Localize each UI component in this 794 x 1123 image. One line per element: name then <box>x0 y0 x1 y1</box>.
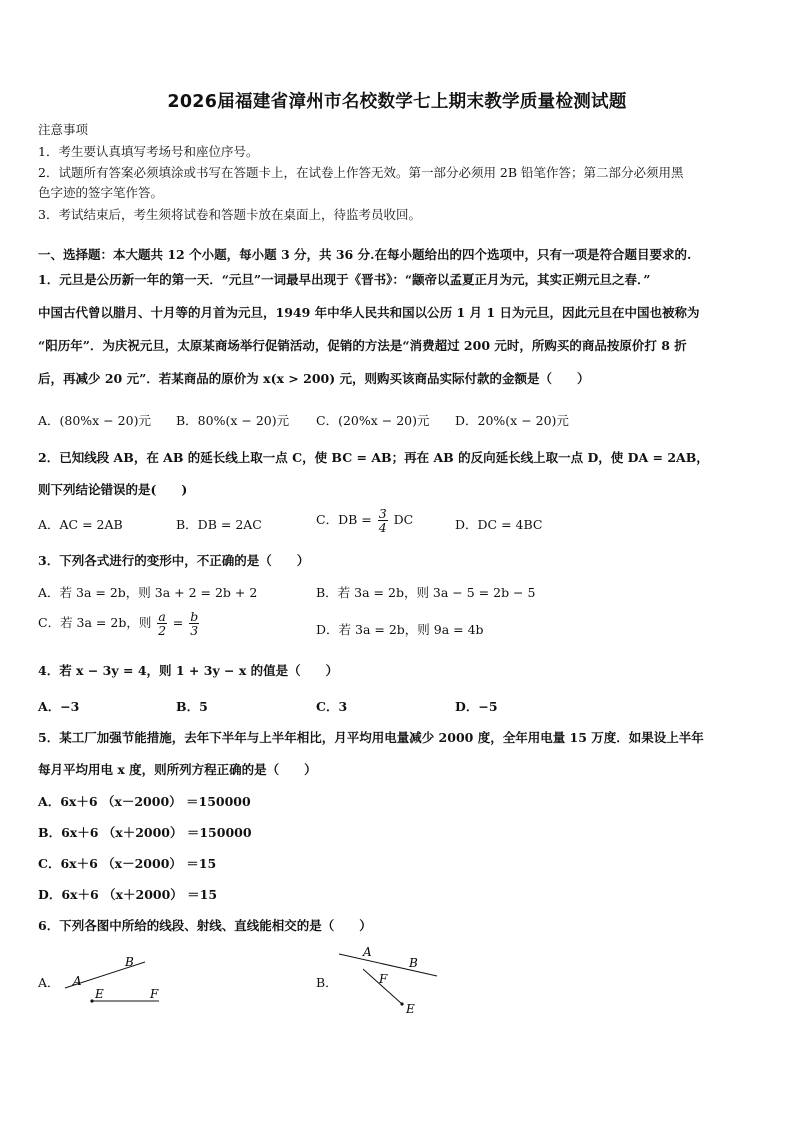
q6-a-label-b: B <box>125 955 134 969</box>
q1-line-1: 1．元旦是公历新一年的第一天．“元旦”一词最早出现于《晋书》：“颛帝以孟夏正月为元，其实正朔元旦之春．” <box>38 272 651 287</box>
q1-line-2: 中国古代曾以腊月、十月等的月首为元旦，1949 年中华人民共和国以公历 1 月 1 日为元旦，因此元旦在中国也被称为 <box>38 305 700 320</box>
q3-c-num-2: b <box>190 609 199 624</box>
q2-c-denominator: 4 <box>378 520 387 535</box>
q5-option-d[interactable]: D．6x＋6 （x＋2000） ＝15 <box>38 887 218 902</box>
q1-option-a[interactable]: A．(80%x − 20)元 <box>38 413 151 428</box>
q5-line-1: 5．某工厂加强节能措施，去年下半年与上半年相比，月平均用电量减少 2000 度，全年用电量 15 万度．如果设上半年 <box>38 730 704 745</box>
q2-option-d[interactable]: D．DC = 4BC <box>455 517 543 532</box>
q6-b-label-e: E <box>406 1002 415 1016</box>
q2-option-c-fraction <box>378 507 388 534</box>
q2-line-1: 2．已知线段 AB，在 AB 的延长线上取一点 C，使 BC = AB；再在 AB 的反向延长线上取一点 D，使 DA = 2AB， <box>38 450 709 465</box>
q2-option-a[interactable]: A．AC = 2AB <box>38 517 123 532</box>
q6-a-point-e <box>90 999 93 1002</box>
q6-b-line-ab <box>339 954 437 976</box>
q6-a-label-a: A <box>73 974 82 988</box>
section-heading: 一、选择题：本大题共 12 个小题，每小题 3 分，共 36 分.在每小题给出的四个选项中，只有一项是符合题目要求的. <box>38 247 692 262</box>
notice-item-2-cont: 色字迹的签字笔作答。 <box>38 185 164 200</box>
q3-option-c[interactable] <box>38 610 201 637</box>
q6-option-a[interactable]: A． <box>38 975 60 990</box>
notice-heading: 注意事项 <box>38 122 89 137</box>
page-title: 2026届福建省漳州市名校数学七上期末教学质量检测试题 <box>167 92 627 112</box>
q3-c-equals: = <box>172 615 184 630</box>
q6-a-label-f: F <box>150 987 159 1001</box>
q6-stem: 6．下列各图中所给的线段、射线、直线能相交的是（ ） <box>38 918 372 933</box>
q3-stem: 3．下列各式进行的变形中，不正确的是（ ） <box>38 553 310 568</box>
q6-figure-b <box>333 942 448 1020</box>
q2-option-c[interactable] <box>316 507 413 534</box>
q5-option-a[interactable]: A．6x＋6 （x－2000） ＝150000 <box>38 794 251 809</box>
q2-option-c-suffix: DC <box>393 512 414 527</box>
q3-c-fraction-2 <box>189 610 199 637</box>
q2-option-b[interactable]: B．DB = 2AC <box>176 517 262 532</box>
q5-line-2: 每月平均用电 x 度，则所列方程正确的是（ ） <box>38 762 317 777</box>
q6-b-label-f: F <box>379 972 388 986</box>
q4-option-d[interactable]: D．−5 <box>455 699 498 714</box>
q2-option-c-prefix: C．DB = <box>316 512 372 527</box>
q3-option-c-prefix: C．若 3a = 2b，则 <box>38 615 152 630</box>
q6-figure-a <box>55 950 175 1010</box>
q1-line-4: 后，再减少 20 元”．若某商品的原价为 x(x > 200) 元，则购买该商品实际付款的金额是（ ） <box>38 371 590 386</box>
q3-option-a[interactable]: A．若 3a = 2b，则 3a + 2 = 2b + 2 <box>38 585 258 600</box>
q1-option-c[interactable]: C．(20%x − 20)元 <box>316 413 430 428</box>
q6-b-label-b: B <box>409 956 418 970</box>
q3-option-d[interactable]: D．若 3a = 2b，则 9a = 4b <box>316 622 484 637</box>
q6-a-label-e: E <box>95 987 104 1001</box>
q2-c-numerator: 3 <box>378 506 387 521</box>
q1-line-3: “阳历年”．为庆祝元旦，太原某商场举行促销活动，促销的方法是“消费超过 200 元时，所购买的商品按原价打 8 折 <box>38 338 687 353</box>
q5-option-c[interactable]: C．6x＋6 （x－2000） ＝15 <box>38 856 217 871</box>
q1-option-d[interactable]: D．20%(x − 20)元 <box>455 413 569 428</box>
q2-line-2: 则下列结论错误的是( ) <box>38 482 188 497</box>
q3-c-den-1: 2 <box>158 623 167 638</box>
notice-item-2: 2．试题所有答案必须填涂或书写在答题卡上，在试卷上作答无效。第一部分必须用 2B 铅笔作答；第二部分必须用黑 <box>38 165 684 180</box>
q4-option-c[interactable]: C．3 <box>316 699 348 714</box>
notice-item-3: 3．考试结束后，考生须将试卷和答题卡放在桌面上，待监考员收回。 <box>38 207 421 222</box>
q6-b-point-e <box>400 1002 403 1005</box>
q6-b-label-a: A <box>363 945 372 959</box>
notice-item-1: 1．考生要认真填写考场号和座位序号。 <box>38 144 259 159</box>
q3-c-den-2: 3 <box>190 623 199 638</box>
q5-option-b[interactable]: B．6x＋6 （x＋2000） ＝150000 <box>38 825 252 840</box>
q3-c-num-1: a <box>158 609 166 624</box>
q4-option-b[interactable]: B．5 <box>176 699 208 714</box>
q3-c-fraction-1 <box>157 610 166 637</box>
q1-option-b[interactable]: B．80%(x − 20)元 <box>176 413 290 428</box>
q3-option-b[interactable]: B．若 3a = 2b，则 3a − 5 = 2b − 5 <box>316 585 536 600</box>
q4-stem: 4．若 x − 3y = 4，则 1 + 3y − x 的值是（ ） <box>38 663 339 678</box>
q6-option-b[interactable]: B． <box>316 975 338 990</box>
q4-option-a[interactable]: A．−3 <box>38 699 80 714</box>
